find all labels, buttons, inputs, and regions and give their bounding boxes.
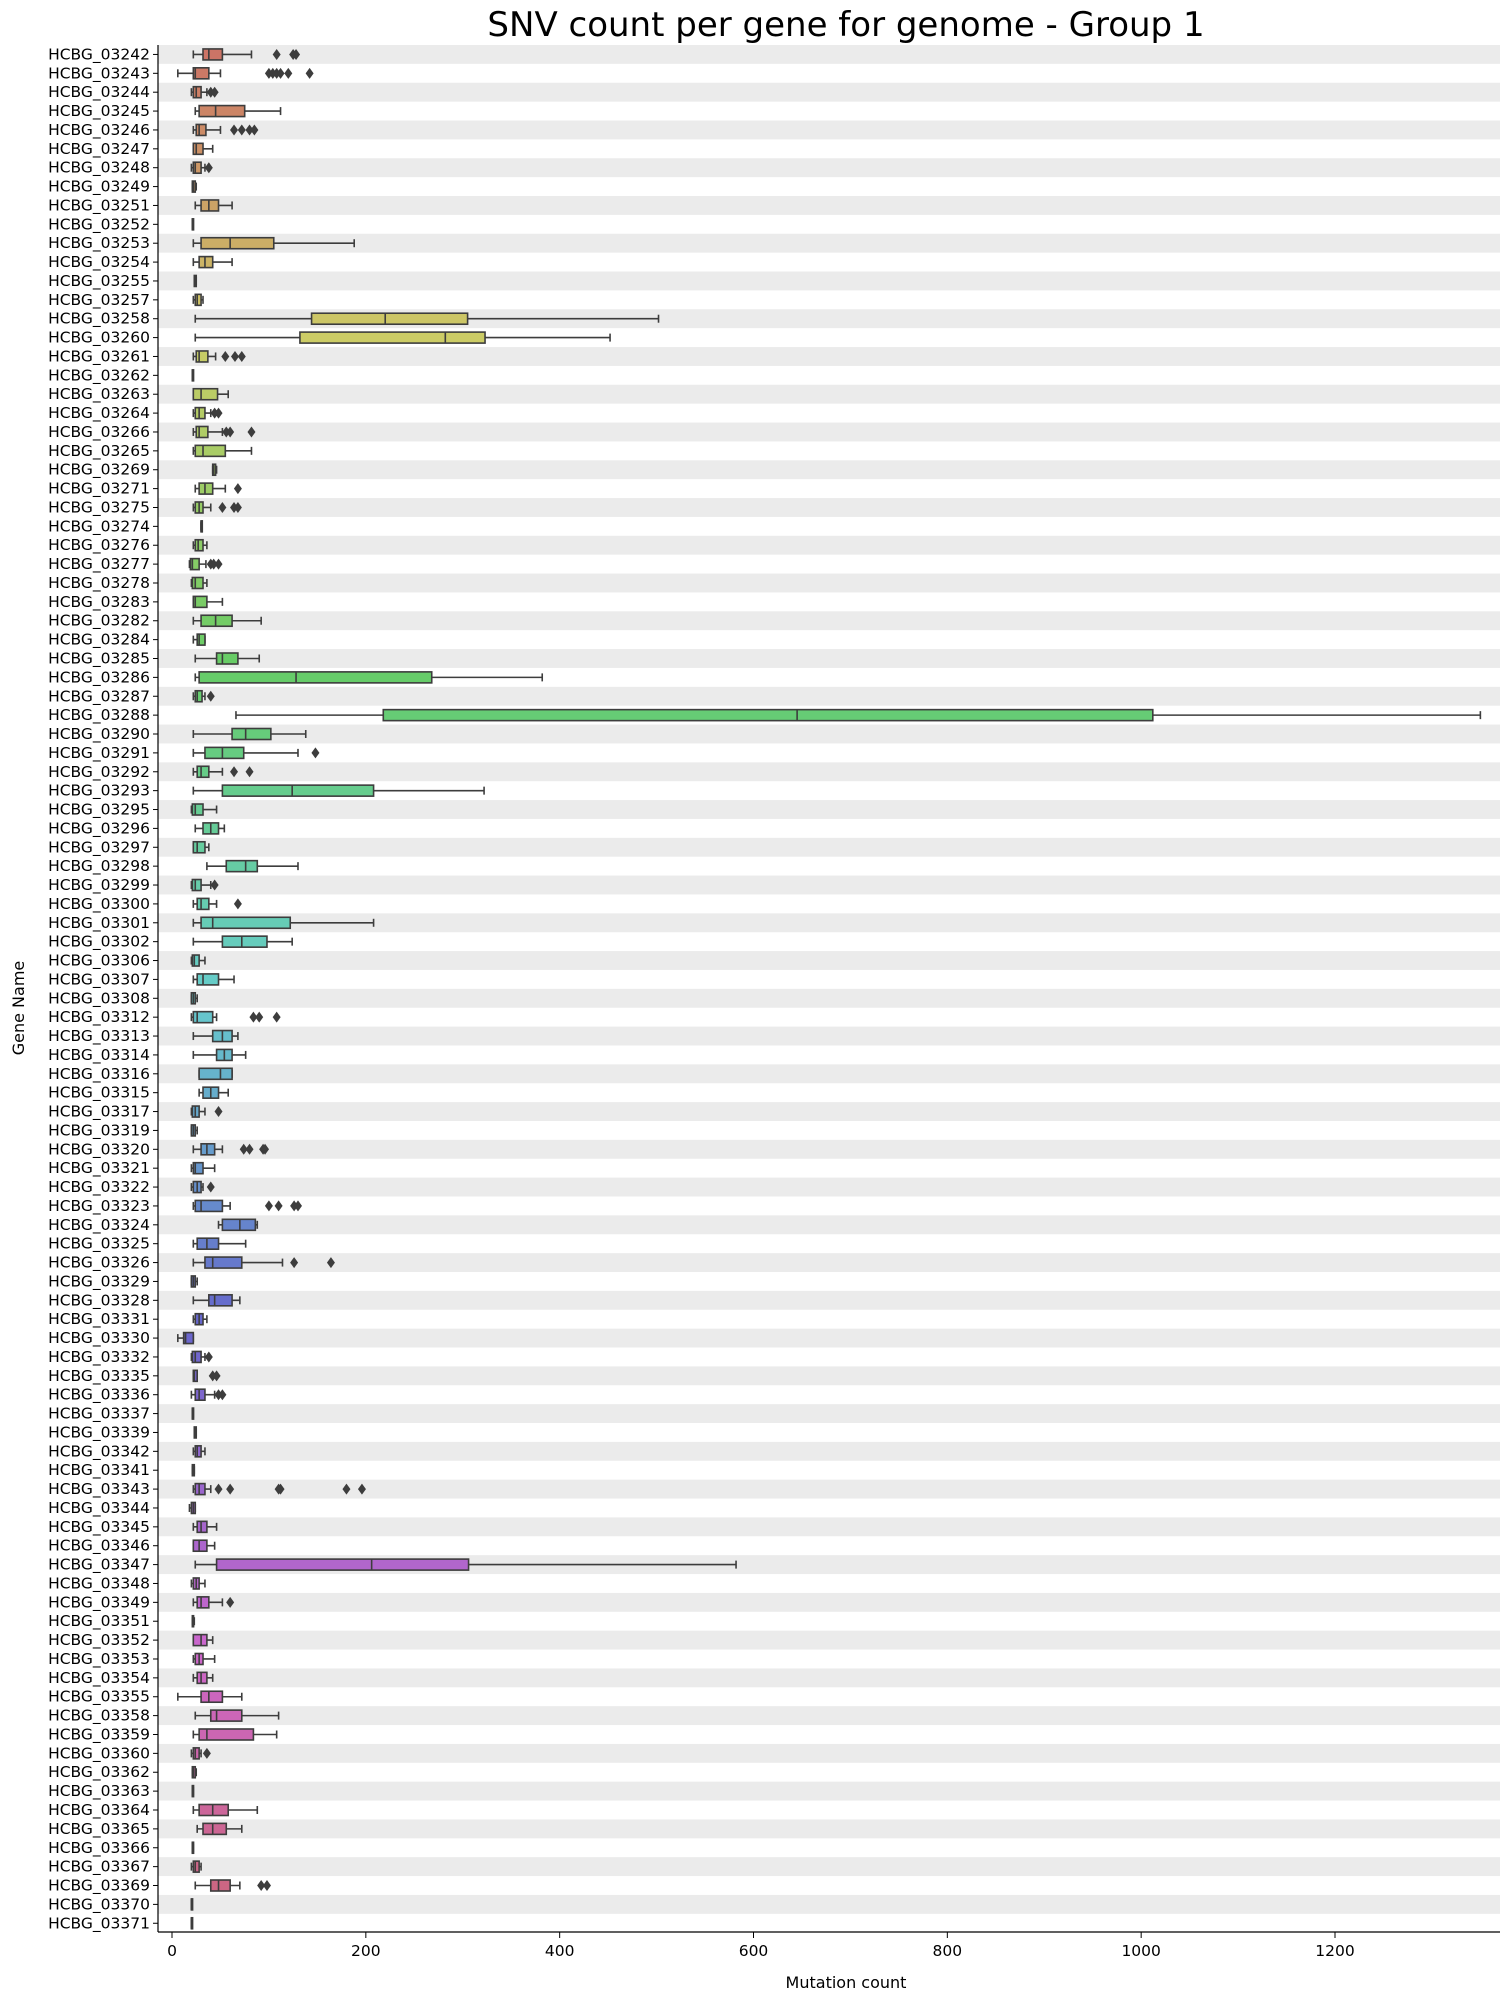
y-tick-label: HCBG_03306 <box>48 951 150 970</box>
gene-box-hcbg_03369 <box>195 1880 271 1891</box>
y-tick-label: HCBG_03339 <box>48 1423 150 1442</box>
gene-box-hcbg_03359 <box>193 1729 276 1740</box>
y-tick-label: HCBG_03313 <box>48 1027 150 1046</box>
row-stripe <box>158 1404 1500 1423</box>
gene-box-hcbg_03323 <box>193 1200 302 1211</box>
row-stripe <box>158 1102 1500 1121</box>
iqr-box <box>226 861 257 872</box>
iqr-box <box>197 1672 207 1683</box>
gene-box-hcbg_03325 <box>193 1238 245 1249</box>
y-tick-label: HCBG_03359 <box>48 1725 150 1744</box>
iqr-box <box>217 1559 469 1570</box>
row-stripe <box>158 574 1500 593</box>
row-stripe <box>158 158 1500 177</box>
gene-box-hcbg_03362 <box>192 1767 196 1778</box>
row-stripe <box>158 1857 1500 1876</box>
row-stripe <box>158 1291 1500 1310</box>
iqr-box <box>205 1257 242 1268</box>
row-stripe <box>158 762 1500 781</box>
outlier-point <box>273 1012 281 1023</box>
y-tick-label: HCBG_03355 <box>48 1687 150 1706</box>
y-tick-label: HCBG_03325 <box>48 1234 150 1253</box>
y-tick-label: HCBG_03337 <box>48 1404 150 1423</box>
iqr-box <box>196 351 208 362</box>
gene-box-hcbg_03286 <box>195 672 542 683</box>
gene-box-hcbg_03339 <box>194 1427 196 1438</box>
y-tick-label: HCBG_03261 <box>48 347 150 366</box>
y-tick-label: HCBG_03317 <box>48 1102 150 1121</box>
iqr-box <box>193 1635 207 1646</box>
gene-box-hcbg_03353 <box>193 1653 214 1664</box>
gene-box-hcbg_03348 <box>191 1578 205 1589</box>
row-stripe <box>158 1744 1500 1763</box>
y-tick-label: HCBG_03274 <box>48 517 150 536</box>
iqr-box <box>195 408 205 419</box>
iqr-box <box>199 257 213 268</box>
row-stripe <box>158 649 1500 668</box>
iqr-box <box>211 1880 230 1891</box>
y-tick-label: HCBG_03287 <box>48 687 150 706</box>
row-stripe <box>158 196 1500 215</box>
iqr-box <box>195 294 201 305</box>
y-tick-label: HCBG_03299 <box>48 876 150 895</box>
outlier-point <box>275 1200 283 1211</box>
gene-box-hcbg_03260 <box>195 332 610 343</box>
outlier-point <box>234 898 242 909</box>
y-tick-label: HCBG_03266 <box>48 422 150 441</box>
gene-box-hcbg_03346 <box>193 1540 214 1551</box>
y-tick-label: HCBG_03276 <box>48 536 150 555</box>
x-tick-label: 1000 <box>1121 1942 1161 1960</box>
y-tick-label: HCBG_03312 <box>48 1008 150 1027</box>
iqr-box <box>192 955 199 966</box>
y-axis <box>48 45 158 1933</box>
y-tick-label: HCBG_03348 <box>48 1574 150 1593</box>
row-stripes <box>158 45 1500 1914</box>
gene-box-hcbg_03245 <box>195 106 280 117</box>
row-stripe <box>158 951 1500 970</box>
y-tick-label: HCBG_03269 <box>48 460 150 479</box>
outlier-point <box>263 1880 271 1891</box>
gene-box-hcbg_03271 <box>195 483 242 494</box>
row-stripe <box>158 1782 1500 1801</box>
y-tick-label: HCBG_03284 <box>48 630 150 649</box>
iqr-box <box>383 710 1153 721</box>
y-tick-label: HCBG_03290 <box>48 725 150 744</box>
gene-box-hcbg_03367 <box>191 1861 201 1872</box>
y-tick-label: HCBG_03286 <box>48 668 150 687</box>
y-tick-label: HCBG_03301 <box>48 913 150 932</box>
row-stripe <box>158 1140 1500 1159</box>
iqr-box <box>195 1446 201 1457</box>
row-stripe <box>158 536 1500 555</box>
y-tick-label: HCBG_03321 <box>48 1159 150 1178</box>
x-tick-label: 600 <box>738 1942 769 1960</box>
y-tick-label: HCBG_03247 <box>48 139 150 158</box>
gene-box-hcbg_03247 <box>193 143 212 154</box>
x-tick-label: 200 <box>351 1942 381 1960</box>
y-tick-label: HCBG_03260 <box>48 328 150 347</box>
y-tick-label: HCBG_03326 <box>48 1253 150 1272</box>
iqr-box <box>232 729 271 740</box>
row-stripe <box>158 1215 1500 1234</box>
gene-box-hcbg_03296 <box>195 823 224 834</box>
gene-box-hcbg_03298 <box>207 861 298 872</box>
row-stripe <box>158 1517 1500 1536</box>
outlier-point <box>306 68 314 79</box>
row-stripe <box>158 838 1500 857</box>
row-stripe <box>158 1668 1500 1687</box>
iqr-box <box>222 785 373 796</box>
row-stripe <box>158 1593 1500 1612</box>
y-tick-label: HCBG_03332 <box>48 1347 150 1366</box>
gene-box-hcbg_03321 <box>191 1163 214 1174</box>
gene-box-hcbg_03243 <box>178 68 314 79</box>
iqr-box <box>192 577 203 588</box>
y-tick-label: HCBG_03344 <box>48 1498 150 1517</box>
y-tick-label: HCBG_03252 <box>48 215 150 234</box>
y-tick-label: HCBG_03262 <box>48 366 150 385</box>
row-stripe <box>158 1895 1500 1914</box>
iqr-box <box>193 87 201 98</box>
y-tick-label: HCBG_03352 <box>48 1631 150 1650</box>
gene-box-hcbg_03274 <box>201 521 202 532</box>
y-tick-label: HCBG_03255 <box>48 271 150 290</box>
iqr-box <box>312 313 468 324</box>
y-tick-label: HCBG_03330 <box>48 1329 150 1348</box>
iqr-box <box>201 615 232 626</box>
row-stripe <box>158 234 1500 253</box>
iqr-box <box>197 1521 207 1532</box>
gene-box-hcbg_03364 <box>193 1804 257 1815</box>
y-tick-label: HCBG_03323 <box>48 1196 150 1215</box>
row-stripe <box>158 687 1500 706</box>
y-tick-label: HCBG_03298 <box>48 857 150 876</box>
gene-box-hcbg_03262 <box>192 370 193 381</box>
iqr-box <box>199 483 213 494</box>
y-tick-label: HCBG_03358 <box>48 1706 150 1725</box>
gene-box-hcbg_03314 <box>193 1049 245 1060</box>
iqr-box <box>193 143 203 154</box>
y-tick-label: HCBG_03354 <box>48 1668 150 1687</box>
gene-box-hcbg_03363 <box>192 1786 193 1797</box>
gene-box-hcbg_03269 <box>213 464 217 475</box>
y-tick-label: HCBG_03265 <box>48 441 150 460</box>
gene-box-hcbg_03302 <box>193 936 292 947</box>
iqr-box <box>195 1200 222 1211</box>
iqr-box <box>193 1748 199 1759</box>
iqr-box <box>197 974 218 985</box>
row-stripe <box>158 1819 1500 1838</box>
y-tick-label: HCBG_03302 <box>48 932 150 951</box>
row-stripe <box>158 876 1500 895</box>
y-tick-label: HCBG_03249 <box>48 177 150 196</box>
iqr-box <box>205 747 244 758</box>
row-stripe <box>158 121 1500 140</box>
row-stripe <box>158 83 1500 102</box>
iqr-box <box>195 691 202 702</box>
chart-title: SNV count per gene for genome - Group 1 <box>487 5 1205 45</box>
outlier-point <box>215 559 223 570</box>
row-stripe <box>158 498 1500 517</box>
iqr-box <box>192 1351 201 1362</box>
gene-box-hcbg_03331 <box>193 1314 207 1325</box>
iqr-box <box>196 124 206 135</box>
row-stripe <box>158 385 1500 404</box>
row-stripe <box>158 1631 1500 1650</box>
gene-box-hcbg_03371 <box>191 1918 192 1929</box>
y-tick-label: HCBG_03335 <box>48 1366 150 1385</box>
gene-box-hcbg_03319 <box>191 1125 197 1136</box>
iqr-box <box>197 1597 209 1608</box>
y-tick-label: HCBG_03353 <box>48 1649 150 1668</box>
iqr-box <box>201 917 290 928</box>
y-tick-label: HCBG_03362 <box>48 1763 150 1782</box>
y-tick-label: HCBG_03258 <box>48 309 150 328</box>
y-tick-label: HCBG_03319 <box>48 1121 150 1140</box>
row-stripe <box>158 611 1500 630</box>
iqr-box <box>199 1068 232 1079</box>
y-tick-label: HCBG_03363 <box>48 1782 150 1801</box>
gene-box-hcbg_03293 <box>193 785 484 796</box>
gene-box-hcbg_03355 <box>178 1691 242 1702</box>
y-tick-label: HCBG_03300 <box>48 894 150 913</box>
outlier-point <box>265 1200 273 1211</box>
row-stripe <box>158 1027 1500 1046</box>
y-tick-label: HCBG_03324 <box>48 1215 150 1234</box>
y-tick-label: HCBG_03329 <box>48 1272 150 1291</box>
y-tick-label: HCBG_03347 <box>48 1555 150 1574</box>
outlier-point <box>234 483 242 494</box>
iqr-box <box>199 106 245 117</box>
iqr-box <box>195 445 225 456</box>
iqr-box <box>192 880 201 891</box>
gene-box-hcbg_03341 <box>192 1465 194 1476</box>
row-stripe <box>158 1253 1500 1272</box>
y-tick-label: HCBG_03345 <box>48 1517 150 1536</box>
iqr-box <box>193 842 205 853</box>
y-tick-label: HCBG_03331 <box>48 1310 150 1329</box>
iqr-box <box>193 389 217 400</box>
gene-box-hcbg_03366 <box>192 1842 193 1853</box>
iqr-box <box>195 1389 205 1400</box>
y-tick-label: HCBG_03308 <box>48 989 150 1008</box>
gene-box-hcbg_03322 <box>191 1182 214 1193</box>
y-tick-label: HCBG_03336 <box>48 1385 150 1404</box>
outlier-point <box>284 68 292 79</box>
row-stripe <box>158 1329 1500 1348</box>
row-stripe <box>158 1366 1500 1385</box>
iqr-box <box>197 1238 218 1249</box>
x-tick-label: 800 <box>932 1942 963 1960</box>
iqr-box <box>201 1691 222 1702</box>
gene-box-hcbg_03307 <box>193 974 234 985</box>
y-tick-label: HCBG_03244 <box>48 83 150 102</box>
row-stripe <box>158 272 1500 291</box>
gene-box-hcbg_03291 <box>193 747 319 758</box>
iqr-box <box>300 332 485 343</box>
row-stripe <box>158 1442 1500 1461</box>
gene-box-hcbg_03337 <box>192 1408 193 1419</box>
y-tick-label: HCBG_03328 <box>48 1291 150 1310</box>
y-tick-label: HCBG_03248 <box>48 158 150 177</box>
gene-box-hcbg_03254 <box>193 257 232 268</box>
y-tick-label: HCBG_03314 <box>48 1045 150 1064</box>
y-tick-label: HCBG_03364 <box>48 1800 150 1819</box>
gene-box-hcbg_03344 <box>189 1502 195 1513</box>
outlier-point <box>311 747 319 758</box>
iqr-box <box>193 1861 199 1872</box>
y-tick-label: HCBG_03242 <box>48 45 150 64</box>
x-axis <box>158 1932 1500 1960</box>
row-stripe <box>158 1178 1500 1197</box>
y-tick-label: HCBG_03254 <box>48 253 150 272</box>
y-tick-label: HCBG_03285 <box>48 649 150 668</box>
gene-box-hcbg_03300 <box>193 898 242 909</box>
y-tick-label: HCBG_03275 <box>48 498 150 517</box>
y-tick-label: HCBG_03277 <box>48 555 150 574</box>
y-tick-label: HCBG_03343 <box>48 1480 150 1499</box>
iqr-box <box>195 540 203 551</box>
iqr-box <box>197 766 209 777</box>
y-tick-label: HCBG_03245 <box>48 102 150 121</box>
gene-box-hcbg_03332 <box>191 1351 212 1362</box>
iqr-box <box>193 1012 212 1023</box>
y-tick-label: HCBG_03367 <box>48 1857 150 1876</box>
y-tick-label: HCBG_03369 <box>48 1876 150 1895</box>
row-stripe <box>158 1064 1500 1083</box>
y-tick-label: HCBG_03295 <box>48 800 150 819</box>
y-tick-label: HCBG_03296 <box>48 819 150 838</box>
iqr-box <box>199 1804 228 1815</box>
y-tick-label: HCBG_03370 <box>48 1895 150 1914</box>
outlier-point <box>205 1351 213 1362</box>
y-tick-label: HCBG_03341 <box>48 1461 150 1480</box>
outlier-point <box>255 1012 263 1023</box>
y-tick-label: HCBG_03257 <box>48 290 150 309</box>
x-axis-label: Mutation count <box>785 1973 907 1992</box>
x-tick-label: 0 <box>167 1942 177 1960</box>
y-tick-label: HCBG_03322 <box>48 1178 150 1197</box>
gene-box-hcbg_03264 <box>193 408 222 419</box>
iqr-box <box>201 1144 215 1155</box>
y-tick-label: HCBG_03307 <box>48 970 150 989</box>
x-tick-label: 1200 <box>1315 1942 1355 1960</box>
iqr-box <box>209 1295 232 1306</box>
y-tick-label: HCBG_03253 <box>48 234 150 253</box>
y-tick-label: HCBG_03283 <box>48 592 150 611</box>
gene-box-hcbg_03316 <box>199 1068 232 1079</box>
y-tick-label: HCBG_03288 <box>48 706 150 725</box>
gene-box-hcbg_03257 <box>193 294 203 305</box>
iqr-box <box>201 238 274 249</box>
row-stripe <box>158 347 1500 366</box>
y-tick-label: HCBG_03263 <box>48 385 150 404</box>
iqr-box <box>203 1823 226 1834</box>
y-tick-label: HCBG_03316 <box>48 1064 150 1083</box>
y-tick-label: HCBG_03366 <box>48 1838 150 1857</box>
row-stripe <box>158 725 1500 744</box>
row-stripe <box>158 423 1500 442</box>
y-tick-label: HCBG_03264 <box>48 404 150 423</box>
y-tick-label: HCBG_03360 <box>48 1744 150 1763</box>
iqr-box <box>199 672 432 683</box>
y-tick-label: HCBG_03243 <box>48 64 150 83</box>
y-tick-label: HCBG_03351 <box>48 1612 150 1631</box>
iqr-box <box>203 49 222 60</box>
gene-box-hcbg_03255 <box>194 275 196 286</box>
y-tick-label: HCBG_03320 <box>48 1140 150 1159</box>
gene-box-hcbg_03329 <box>191 1276 197 1287</box>
iqr-box <box>222 1219 255 1230</box>
iqr-box <box>217 653 238 664</box>
y-tick-label: HCBG_03315 <box>48 1083 150 1102</box>
row-stripe <box>158 45 1500 64</box>
gene-box-hcbg_03351 <box>192 1616 194 1627</box>
iqr-box <box>197 898 209 909</box>
y-tick-label: HCBG_03278 <box>48 573 150 592</box>
gene-box-hcbg_03265 <box>193 445 251 456</box>
row-stripe <box>158 1706 1500 1725</box>
gene-box-hcbg_03252 <box>192 219 193 230</box>
iqr-box <box>196 426 208 437</box>
gene-box-hcbg_03315 <box>199 1087 228 1098</box>
iqr-box <box>193 1540 207 1551</box>
gene-box-hcbg_03336 <box>191 1389 226 1400</box>
y-tick-label: HCBG_03271 <box>48 479 150 498</box>
y-tick-label: HCBG_03293 <box>48 781 150 800</box>
y-tick-label: HCBG_03346 <box>48 1536 150 1555</box>
y-tick-label: HCBG_03246 <box>48 120 150 139</box>
iqr-box <box>192 804 203 815</box>
gene-box-hcbg_03370 <box>191 1899 192 1910</box>
gene-box-hcbg_03312 <box>191 1012 280 1023</box>
gene-box-hcbg_03284 <box>193 634 205 645</box>
row-stripe <box>158 460 1500 479</box>
gene-box-hcbg_03249 <box>192 181 196 192</box>
gene-box-hcbg_03360 <box>191 1748 211 1759</box>
iqr-box <box>201 200 218 211</box>
y-tick-label: HCBG_03365 <box>48 1819 150 1838</box>
y-tick-label: HCBG_03251 <box>48 196 150 215</box>
y-tick-label: HCBG_03349 <box>48 1593 150 1612</box>
iqr-box <box>211 1710 242 1721</box>
y-tick-label: HCBG_03371 <box>48 1914 150 1933</box>
iqr-box <box>195 1484 205 1495</box>
y-tick-label: HCBG_03342 <box>48 1442 150 1461</box>
x-tick-label: 400 <box>544 1942 575 1960</box>
y-axis-label: Gene Name <box>9 960 28 1056</box>
y-tick-label: HCBG_03297 <box>48 838 150 857</box>
gene-box-hcbg_03277 <box>189 559 222 570</box>
y-tick-label: HCBG_03282 <box>48 611 150 630</box>
y-tick-label: HCBG_03292 <box>48 762 150 781</box>
row-stripe <box>158 989 1500 1008</box>
row-stripe <box>158 800 1500 819</box>
gene-box-hcbg_03283 <box>193 596 222 607</box>
gene-box-hcbg_03288 <box>236 710 1480 721</box>
iqr-box <box>222 936 267 947</box>
gene-box-hcbg_03324 <box>219 1219 258 1230</box>
y-tick-label: HCBG_03291 <box>48 743 150 762</box>
